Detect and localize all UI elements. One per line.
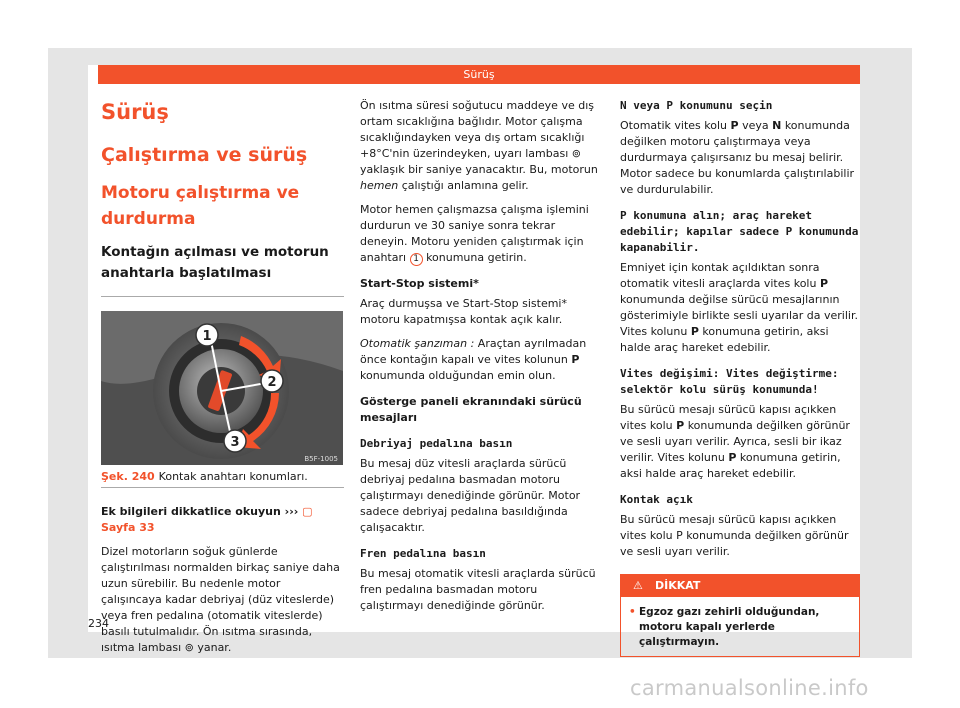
message-ignition-text: Bu sürücü mesajı sürücü kapısı açıkken vites kolu P konumunda değilken görünür ve sesli uyarı verilir.: [620, 513, 849, 558]
column-middle: [360, 98, 603, 614]
callout-ref-1: 1: [410, 253, 423, 266]
np-text-c: konumunda değilken motoru çalıştırmaya veya durdurmaya çalışırsanız bu mesaj belirir. Motor sadece bu konumlarda çalıştırılabilir ve durdurulabilir.: [620, 119, 855, 196]
message-brake-text: Bu mesaj otomatik vitesli araçlarda sürücü fren pedalına basmadan motoru çalıştırmayı denediğinde görünür.: [360, 567, 596, 612]
message-np-text: [620, 118, 860, 198]
automatic-tail: konumunda olduğundan emin olun.: [360, 369, 556, 382]
section-title: Çalıştırma ve sürüş: [101, 144, 308, 166]
warning-text: Egzoz gazı zehirli olduğundan, motoru kapalı yerlerde çalıştırmayın.: [639, 606, 820, 648]
subsection-title: Motoru çalıştırma ve durdurma: [101, 183, 300, 229]
startstop-text: Araç durmuşsa ve Start-Stop sistemi* motoru kapatmışsa kontak açık kalır.: [360, 297, 567, 326]
reference-page-link[interactable]: Sayfa 33: [101, 521, 155, 534]
warning-header: [621, 575, 859, 597]
pp-text-a: Emniyet için kontak açıldıktan sonra otomatik vitesli araçlarda vites kolu: [620, 261, 820, 290]
message-p-position-text: [620, 260, 860, 356]
display-heading: Gösterge paneli ekranındaki sürücü mesajları: [360, 395, 582, 424]
preheat-emphasis: hemen: [360, 179, 399, 192]
np-bold-n: N: [772, 119, 782, 132]
message-np-title: N veya P konumunu seçin: [620, 99, 773, 112]
restart-text: Motor hemen çalışmazsa çalışma işlemini durdurun ve 30 saniye sonra tekrar deneyin. Motoru yeniden çalıştırmak için anahtarı: [360, 203, 589, 264]
gc-text-b: konumunda değilken görünür ve sesli uyarı verilir. Ayrıca, sesli bir ikaz verilir. Vites kolunu: [620, 419, 850, 464]
preheat-text: Ön ısıtma süresi soğutucu maddeye ve dış ortam sıcaklığına bağlıdır. Motor çalışma sıcaklığındayken veya dış ortam sıcaklığı +8°C'nin üzerindeyken, uyarı lambası ⊚ yaklaşık bir saniye yanacaktır. Bu, motorun: [360, 99, 598, 176]
message-gear-change-title: Vites değişimi: Vites değiştirme: selektör kolu sürüş konumunda!: [620, 367, 839, 396]
automatic-label: Otomatik şanzıman :: [360, 337, 475, 350]
warning-triangle-icon: ⚠: [633, 579, 643, 592]
book-icon: ▢: [302, 505, 313, 518]
message-clutch-text: Bu mesaj düz vitesli araçlarda sürücü debriyaj pedalına basmadan motoru çalıştırmayı denediğinde görünür. Motor sadece debriyaj pedalına basıldığında çalışacaktır.: [360, 457, 581, 534]
automatic-paragraph: [360, 336, 603, 384]
gc-bold2: P: [728, 451, 737, 464]
bullet-icon: •: [629, 606, 636, 618]
diesel-paragraph: Dizel motorların soğuk günlerde çalıştırılması normalden birkaç saniye daha uzun sürebilir. Bu nedenle motor çalışıncaya kadar debriyaj (düz viteslerde) veya fren pedalına (otomatik viteslerde) basılı tutulmalıdır. Ön ısıtma sırasında, ısıtma lambası ⊚ yanar.: [101, 545, 340, 654]
gc-text-c: konumuna getirin, aksi halde araç hareket edebilir.: [620, 451, 841, 480]
np-text-b: veya: [742, 119, 769, 132]
reference-heading: Ek bilgileri dikkatlice okuyun: [101, 505, 281, 518]
pp-bold: P: [819, 277, 829, 290]
reference-arrows: ›››: [284, 505, 299, 518]
figure-code: B5F-1005: [304, 455, 338, 463]
subsubsection-title: Kontağın açılması ve motorun anahtarla başlatılması: [101, 244, 329, 281]
page-number: 234: [88, 617, 109, 630]
reference-line: [101, 504, 344, 536]
callout-2: 2: [267, 375, 277, 390]
message-p-position-title: P konumuna alın; araç hareket edebilir; kapılar sadece P konumunda kapanabilir.: [620, 209, 859, 254]
callout-3: 3: [230, 435, 240, 450]
preheat-tail: çalıştığı anlamına gelir.: [401, 179, 529, 192]
pp-text-c: konumuna getirin, aksi halde araç hareket edebilir.: [620, 325, 829, 354]
figure-caption: [101, 470, 344, 488]
page-title: Sürüş: [101, 100, 169, 124]
pp-text-b: konumunda değilse sürücü mesajlarının gösterimiyle birlikte sesli uyarılar da verilir. Vites kolunu: [620, 293, 858, 338]
np-text-a: Otomatik vites kolu: [620, 119, 728, 132]
restart-tail: konumuna getirin.: [426, 251, 527, 264]
message-clutch-title: Debriyaj pedalına basın: [360, 437, 513, 450]
pp-bold2: P: [690, 325, 699, 338]
figure-ignition-key: [101, 311, 343, 465]
figure-caption-text: Kontak anahtarı konumları.: [158, 470, 308, 483]
gc-bold: P: [676, 419, 685, 432]
message-gear-change-text: [620, 402, 860, 482]
callout-1: 1: [202, 329, 212, 344]
divider: [101, 296, 344, 297]
restart-paragraph: [360, 202, 603, 266]
message-ignition-title: Kontak açık: [620, 493, 693, 506]
header-bar: Sürüş: [98, 65, 860, 84]
watermark: carmanualsonline.info: [630, 676, 869, 700]
np-bold-p: P: [730, 119, 739, 132]
warning-box: [620, 574, 860, 657]
message-brake-title: Fren pedalına basın: [360, 547, 486, 560]
column-right: [620, 98, 860, 657]
figure-label: Şek. 240: [101, 470, 155, 483]
preheat-paragraph: [360, 98, 603, 194]
gc-text-a: Bu sürücü mesajı sürücü kapısı açıkken vites kolu: [620, 403, 837, 432]
automatic-bold: P: [571, 353, 580, 366]
startstop-heading: Start-Stop sistemi*: [360, 277, 479, 290]
warning-body: [621, 597, 859, 656]
warning-title: DİKKAT: [655, 579, 701, 592]
ignition-illustration: [101, 311, 343, 465]
automatic-text: Araçtan ayrılmadan önce kontağın kapalı ve vites kolunun: [360, 337, 587, 366]
column-left: [101, 100, 344, 656]
